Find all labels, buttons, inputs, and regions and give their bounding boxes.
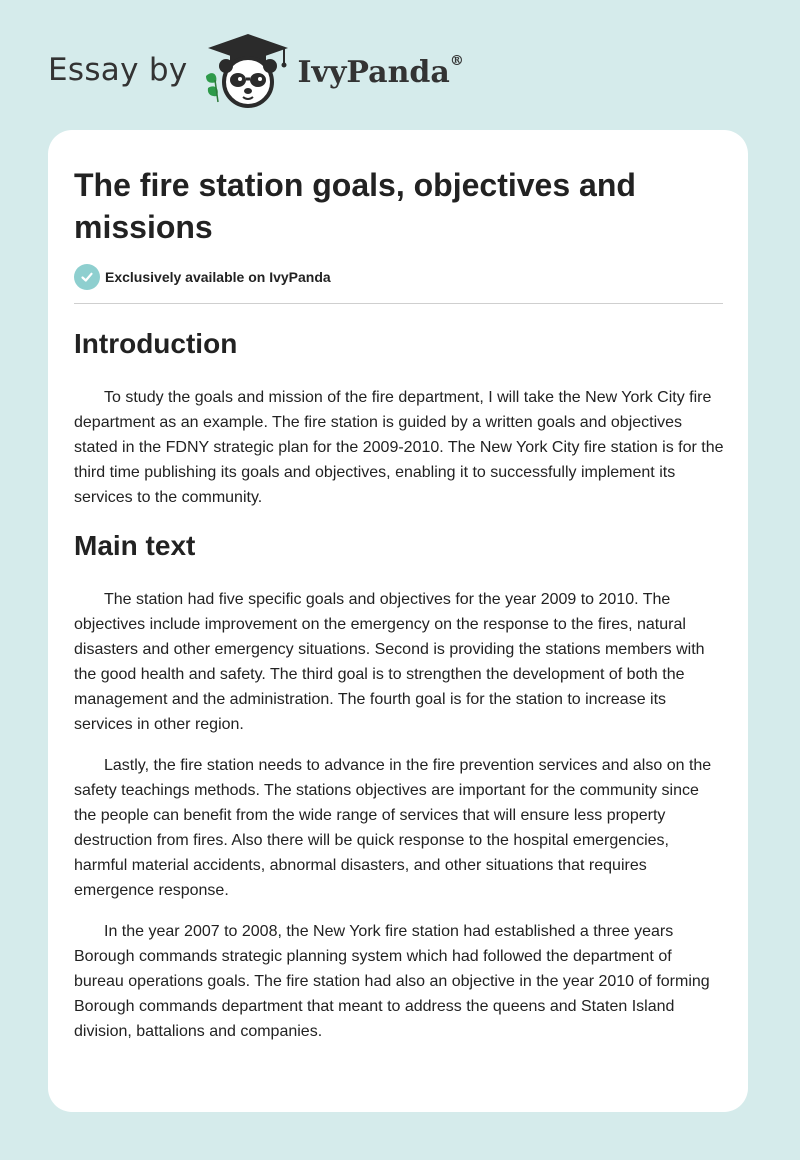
divider xyxy=(74,303,723,304)
brand-name: IvyPanda® xyxy=(297,52,464,90)
paragraph: To study the goals and mission of the fire department, I will take the New York City fire department as an example. The fire station is guided by a written goals and objectives stated in the FDNY strategic plan for the 2009-2010. The New York City fire station is for the third time publishing its goals and objectives, enabling it to successfully implement its services to the community. xyxy=(74,389,724,506)
section-heading-introduction: Introduction xyxy=(74,328,238,359)
check-icon xyxy=(74,264,100,290)
page-title: The fire station goals, objectives and missions xyxy=(74,167,636,245)
badge-label: Exclusively available on IvyPanda xyxy=(105,269,331,285)
paragraph: In the year 2007 to 2008, the New York fire station had established a three years Borough commands strategic planning system which had followed the department of bureau operations goals. The fire station had also an objective in the year 2010 of forming Borough commands department that meant to address the queens and Staten Island division, battalions and companies. xyxy=(74,923,710,1040)
essay-by-label: Essay by xyxy=(48,52,188,88)
registered-mark: ® xyxy=(449,52,464,69)
site-header xyxy=(48,30,464,110)
article-card xyxy=(48,130,748,1112)
exclusive-badge xyxy=(74,264,331,290)
paragraph: Lastly, the fire station needs to advance in the fire prevention services and also on the safety teachings methods. The stations objectives are important for the community since the people can benefit from the wide range of services that will ensure less property destruction from fires. Also there will be quick response to the hospital emergencies, harmful material accidents, abnormal disasters, and other situations that requires emergence response. xyxy=(74,757,712,899)
section-heading-main-text: Main text xyxy=(74,530,196,561)
paragraph: The station had five specific goals and objectives for the year 2009 to 2010. The objectives include improvement on the emergency on the response to the fires, natural disasters and other emergency situations. Second is providing the stations members with the good health and safety. The third goal is to strengthen the development of both the management and the administration. The fourth goal is for the station to increase its services in other region. xyxy=(74,591,705,733)
panda-logo-icon xyxy=(202,30,294,110)
